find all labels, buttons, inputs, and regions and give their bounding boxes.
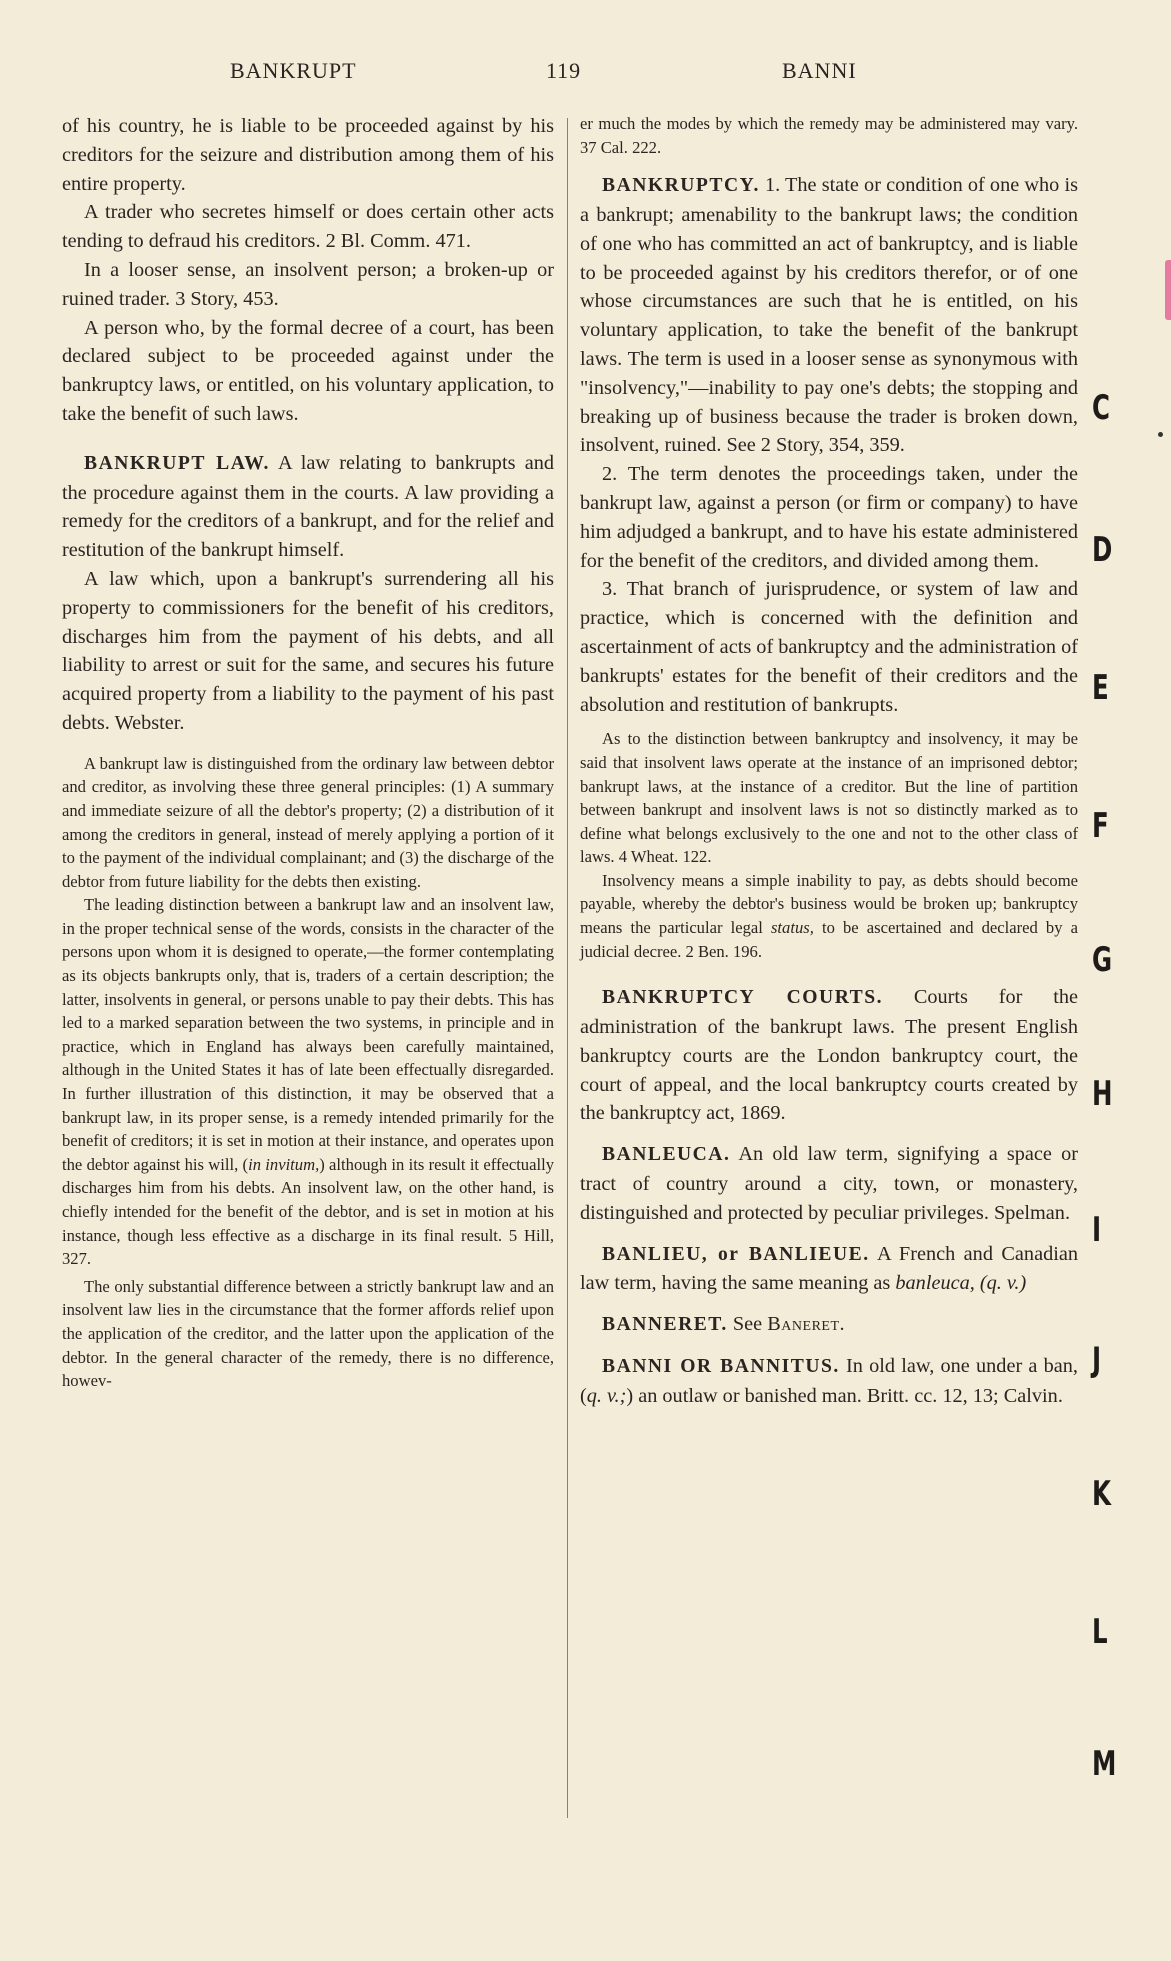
thumb-tab-h[interactable]: H (1092, 1074, 1113, 1114)
header-left-word: BANKRUPT (230, 58, 357, 83)
entry-definition: Courts for the administration of the bankrupt laws. The present English bankruptcy courts are the London bankruptcy court, the court of appeal, and the local bankruptcy courts created by the bankruptcy act, 1869. (580, 986, 1078, 1125)
running-header (60, 58, 1090, 90)
entry-definition: A French and Canadian law term, having the same meaning as (580, 1242, 1078, 1295)
entry-definition: A law relating to bankrupts and the procedure against them in the courts. A law providing a remedy for the creditors of a bankrupt, and for the relief and restitution of the bankrupt himself. (62, 451, 554, 562)
page-edge-mark (1165, 260, 1171, 320)
entry-term: BANKRUPT LAW. (84, 452, 270, 474)
entry-definition: In old law, one under a ban, ( (580, 1355, 1078, 1407)
entry-term: BANNI OR BANNITUS. (602, 1356, 840, 1378)
continued-paragraph: of his country, he is liable to be proceeded against by his creditors for the seizure and distribution among them of his entire property. (62, 115, 554, 195)
continued-note: er much the modes by which the remedy may be administered may vary. 37 Cal. 222. (580, 114, 1078, 157)
note-paragraph (580, 869, 1078, 963)
thumb-tab-l[interactable]: L (1092, 1612, 1108, 1652)
note-paragraph: A bankrupt law is distinguished from the ordinary law between debtor and creditor, as involving these three general principles: (1) A summary and immediate seizure of all the debtor's property; (2) a distribution of it among the creditors in general, instead of merely applying a portion of it to the payment of the individual complainant; and (3) the discharge of the debtor from future liability for the debts then existing. (62, 753, 554, 891)
note-text: to be ascertained and declared by a judicial decree. 2 Ben. 196. (580, 918, 1078, 961)
cross-reference: Baneret. (767, 1313, 846, 1336)
thumb-tab-i[interactable]: I (1092, 1210, 1102, 1250)
thumb-tab-f[interactable]: F (1092, 806, 1109, 846)
entry-definition: An old law term, signifying a space or tract of country around a city, town, or monastery, distinguished and protected by peculiar privileges. Spelman. (580, 1143, 1078, 1224)
thumb-tab-c[interactable]: C (1092, 388, 1110, 428)
thumb-tab-d[interactable]: D (1092, 530, 1113, 570)
entry-banneret (580, 1310, 1078, 1340)
entry-term: BANNERET. (602, 1314, 728, 1336)
note-text: The leading distinction between a bankrupt law and an insolvent law, in the proper technical sense of the words, consists in the character of the persons upon whom it is designed to operate,—the former contemplating as its objects bankrupts only, that is, traders of a certain description; the latter, insolvents in general, or persons unable to pay their debts. This has led to a marked separation between the two systems, in principle and in practice, which in England has always been carefully maintained, although in the United States it has of late been effectually disregarded. In further illustration of this distinction, it may be observed that a bankrupt law, in its proper sense, is a remedy intended primarily for the benefit of creditors; it is set in motion at their instance, and operates upon the debtor against his will, ( (62, 895, 554, 1174)
header-right-word: BANNI (782, 58, 857, 83)
entry-bankruptcy-courts (580, 983, 1078, 1128)
note-paragraph: The only substantial difference between a strictly bankrupt law and an insolvent law lies in the circumstance that the former affords relief upon the application of the creditor, and the latter upon the application of the debtor. In the general character of the remedy, there is no difference, howev- (62, 1276, 554, 1391)
entry-term: BANKRUPTCY COURTS. (602, 987, 884, 1009)
definition-paragraph: 2. The term denotes the proceedings taken, under the bankrupt law, against a person (or firm or company) to have him adjudged a bankrupt, and to have his estate administered for the benefit of the creditors, and divided among them. (580, 463, 1078, 572)
thumb-tab-e[interactable]: E (1092, 668, 1109, 708)
entry-term: BANKRUPTCY. (602, 175, 760, 197)
definition-paragraph: In a looser sense, an insolvent person; a broken-up or ruined trader. 3 Story, 453. (62, 258, 554, 310)
entry-term: BANLEUCA. (602, 1144, 731, 1166)
left-column (62, 112, 554, 1393)
definition-paragraph: 3. That branch of jurisprudence, or system of law and practice, which is concerned with the definition and ascertainment of acts of bankruptcy and the administration of bankrupts' estates for the benefit of their creditors and the absolution and restitution of bankrupts. (580, 578, 1078, 716)
note-paragraph (62, 893, 554, 1271)
entry-banleuca (580, 1140, 1078, 1227)
thumb-tab-j[interactable]: J (1092, 1340, 1102, 1380)
note-text: Insolvency means a simple inability to pay, as debts should become payable, whereby the debtor's business would be broken up; bankruptcy means the particular legal (580, 870, 1078, 938)
note-text: ) although in its result it effectually discharges him from his debts. An insolvent law, on the other hand, is chiefly intended for the benefit of the debtor, and is set in motion at his instance, though less effective as a discharge in its final result. 5 Hill, 327. (62, 1154, 554, 1269)
cross-reference: banleuca, (q. v.) (895, 1272, 1027, 1295)
entry-banni (580, 1352, 1078, 1411)
note-latin-phrase: in invitum, (248, 1154, 320, 1174)
column-divider (567, 118, 568, 1818)
cross-reference: q. v.; (586, 1384, 627, 1407)
entry-term: BANLIEU, or BANLIEUE. (602, 1243, 870, 1265)
thumb-tab-k[interactable]: K (1092, 1474, 1111, 1514)
speck (1158, 432, 1163, 437)
entry-definition: ) an outlaw or banished man. Britt. cc. 12, 13; Calvin. (626, 1384, 1063, 1407)
definition-paragraph: A person who, by the formal decree of a court, has been declared subject to be proceeded against under the bankruptcy laws, or entitled, on his voluntary application, to take the benefit of such laws. (62, 316, 554, 425)
entry-definition: See (727, 1313, 768, 1336)
entry-bankruptcy (580, 171, 1078, 460)
note-paragraph: As to the distinction between bankruptcy and insolvency, it may be said that insolvent laws operate at the instance of an imprisoned debtor; bankrupt laws, at the instance of a creditor. But the line of partition between bankrupt and insolvent laws is not so distinctly marked as to define what belongs exclusively to the one and not to the other class of laws. 4 Wheat. 122. (580, 729, 1078, 867)
entry-banlieu (580, 1240, 1078, 1299)
right-column (580, 112, 1078, 1411)
note-latin-word: status, (770, 918, 814, 938)
entry-definition: 1. The state or condition of one who is a bankrupt; amenability to the bankrupt laws; the condition of one who has committed an act of bankruptcy, and is liable to be proceeded against by his creditors therefor, or of one whose circumstances are such that he is entitled, on his voluntary application, to take the benefit of the bankrupt laws. The term is used in a looser sense as synonymous with "insolvency,"—inability to pay one's debts; the stopping and breaking up of business because the trader is broken down, insolvent, ruined. See 2 Story, 354, 359. (580, 174, 1078, 457)
entry-bankrupt-law (62, 449, 554, 565)
thumb-tab-m[interactable]: M (1092, 1744, 1117, 1784)
page-number: 119 (546, 58, 582, 83)
definition-paragraph: A trader who secretes himself or does certain other acts tending to defraud his creditors. 2 Bl. Comm. 471. (62, 201, 554, 253)
definition-paragraph: A law which, upon a bankrupt's surrendering all his property to commissioners for the benefit of his creditors, discharges him from the payment of his debts, and all liability to arrest or suit for the same, and secures his future acquired property from a liability to the payment of his past debts. Webster. (62, 567, 554, 734)
thumb-tab-g[interactable]: G (1092, 940, 1113, 980)
